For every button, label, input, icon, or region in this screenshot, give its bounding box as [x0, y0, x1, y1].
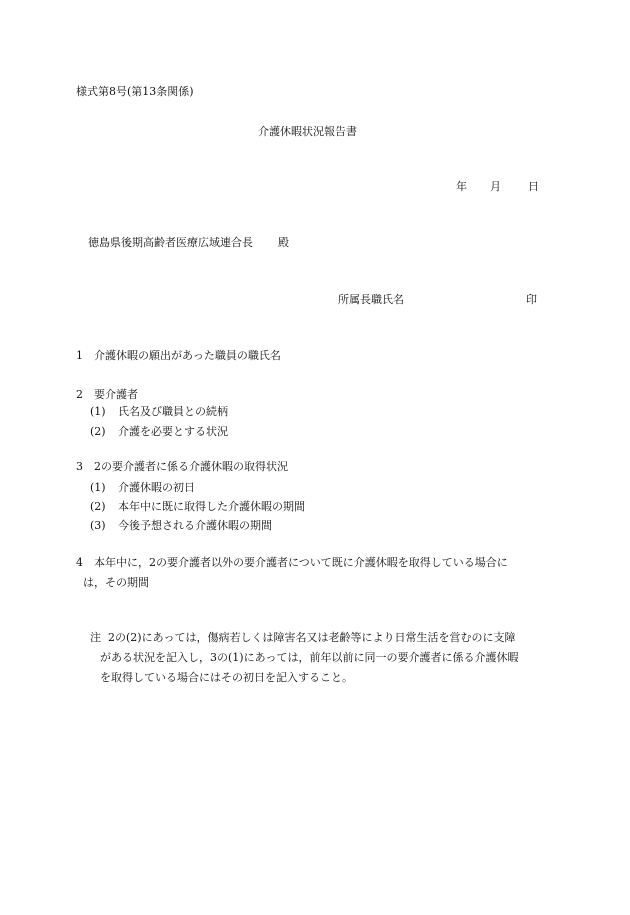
section-text: 要介護者: [94, 388, 138, 401]
section-2: [76, 388, 138, 402]
section-text: 2の要介護者に係る介護休暇の取得状況: [94, 460, 288, 473]
section-text: 本年中に，2の要介護者以外の要介護者について既に介護休暇を取得している場合に: [94, 556, 508, 569]
note-label: 注: [90, 631, 101, 644]
section-3: [76, 460, 288, 474]
section-4-continuation: は，その期間: [83, 576, 149, 589]
item-number: (2): [90, 500, 106, 513]
seal-mark: 印: [526, 293, 537, 306]
item-text: 本年中に既に取得した介護休暇の期間: [118, 500, 305, 513]
item-text: 今後予想される介護休暇の期間: [118, 519, 272, 532]
item-text: 介護を必要とする状況: [118, 425, 228, 438]
section-1: [76, 349, 281, 363]
item-number: (1): [90, 481, 106, 494]
section-2-item-2: [90, 425, 228, 439]
section-3-item-3: [90, 519, 272, 533]
addressee: 徳島県後期高齢者医療広域連合長: [88, 236, 253, 249]
section-4: [76, 556, 508, 570]
item-number: (1): [90, 405, 106, 418]
section-number: 3: [76, 460, 83, 473]
note-line-1: [90, 631, 515, 645]
document-title: 介護休暇状況報告書: [258, 125, 357, 138]
date-day-label: 日: [528, 180, 539, 193]
section-number: 4: [76, 556, 83, 569]
section-3-item-2: [90, 500, 305, 514]
note-text: 2の(2)にあっては，傷病若しくは障害名又は老齢等により日常生活を営むのに支障: [108, 631, 516, 644]
item-number: (2): [90, 425, 106, 438]
date-month-label: 月: [490, 180, 501, 193]
section-2-item-1: [90, 405, 228, 419]
item-text: 介護休暇の初日: [118, 481, 195, 494]
signature-label: 所属長職氏名: [338, 293, 404, 306]
note-line-3: を取得している場合にはその初日を記入すること。: [100, 671, 353, 684]
section-3-item-1: [90, 481, 195, 495]
form-number: 様式第8号(第13条関係): [76, 85, 194, 98]
section-number: 2: [76, 388, 83, 401]
section-number: 1: [76, 349, 83, 362]
note-line-2: がある状況を記入し，3の(1)にあっては，前年以前に同一の要介護者に係る介護休暇: [100, 651, 519, 664]
item-number: (3): [90, 519, 106, 532]
date-year-label: 年: [456, 180, 467, 193]
section-text: 介護休暇の願出があった職員の職氏名: [94, 349, 281, 362]
item-text: 氏名及び職員との続柄: [118, 405, 228, 418]
honorific: 殿: [278, 236, 289, 249]
